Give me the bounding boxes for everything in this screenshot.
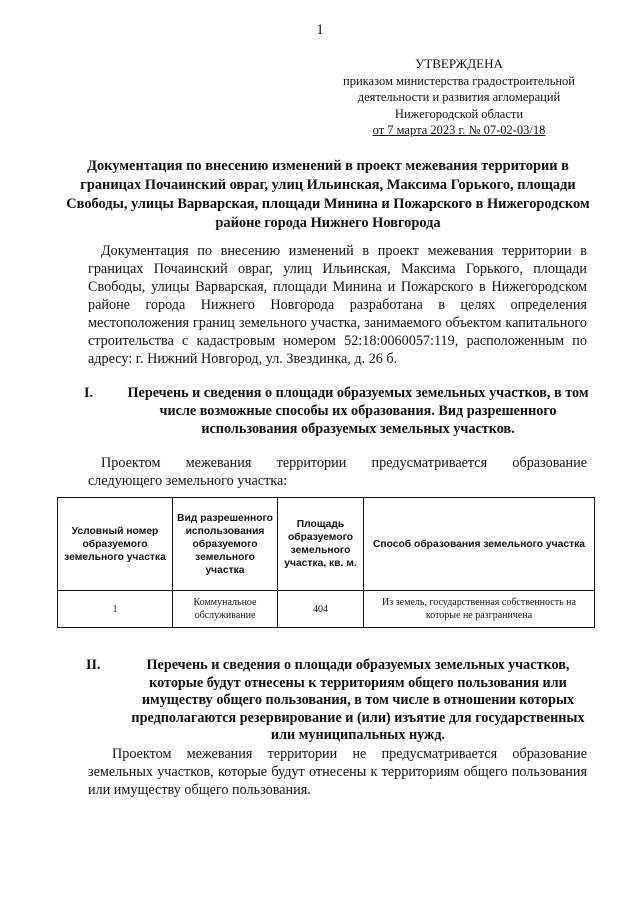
section-1-number: I.: [84, 385, 94, 401]
approval-heading: УТВЕРЖДЕНА: [415, 56, 503, 71]
table-header-row: [58, 498, 595, 591]
section-1-heading: [84, 384, 590, 438]
approval-line-3: Нижегородской области: [394, 106, 524, 121]
approval-line-2: деятельности и развития агломераций: [357, 90, 561, 104]
land-plot-table: [57, 497, 595, 628]
col-header-number: Условный номер образуемого земельного участка: [58, 498, 173, 591]
table-row: [58, 591, 595, 628]
section-1-paragraph-line-1: Проектом межевания территории предусматривается образование: [101, 455, 587, 471]
cell-area: 404: [278, 591, 364, 628]
col-header-method: Способ образования земельного участка: [364, 498, 595, 591]
section-2-number: II.: [86, 657, 101, 673]
cell-number: 1: [58, 591, 173, 628]
page-number: 1: [316, 22, 324, 38]
section-2-title: Перечень и сведения о площади образуемых земельных участков, которые будут отнесены к территориям общего пользования или имуществу общего пользования, в том числе в отношении которых предполагаются резервирование и (или) изъятие для государственных или муниципальных нужд.: [131, 657, 585, 743]
cell-method: Из земель, государственная собственность на которые не разграничена: [364, 591, 595, 628]
section-1-title: Перечень и сведения о площади образуемых земельных участков, в том числе возможные способы их образования. Вид разрешенного использования образуемых земельных участков.: [127, 385, 589, 437]
approval-stamp: [320, 56, 598, 139]
col-header-area: Площадь образуемого земельного участка, кв. м.: [278, 498, 364, 591]
cell-use: Коммунальное обслуживание: [173, 591, 278, 628]
approval-line-1: приказом министерства градостроительной: [343, 73, 575, 88]
approval-date: от 7 марта 2023 г. № 07-02-03/18: [372, 123, 546, 137]
section-1-paragraph: [88, 454, 587, 490]
col-header-use: Вид разрешенного использования образуемого земельного участка: [173, 498, 278, 591]
intro-paragraph: Документация по внесению изменений в проект межевания территории в границах Почаинский овраг, улиц Ильинская, Максима Горького, площади Свободы, улицы Варварская, площади Минина и Пожарского в Нижегородском районе города Нижнего Новгорода разработана в целях определения местоположения границ земельного участка, занимаемого объектом капитального строительства с кадастровым номером 52:18:0060057:119, расположенным по адресу: г. Нижний Новгород, ул. Звездинка, д. 26 б.: [88, 243, 587, 367]
section-1-paragraph-line-2: следующего земельного участка:: [88, 473, 288, 489]
document-title: Документация по внесению изменений в проект межевания территории в границах Почаинский овраг, улиц Ильинская, Максима Горького, площади Свободы, улицы Варварская, площади Минина и Пожарского в Нижегородском районе города Нижнего Новгорода: [66, 158, 590, 231]
section-2-heading: [86, 657, 592, 745]
section-2-paragraph: Проектом межевания территории не предусматривается образование земельных участков, которые будут отнесены к территориям общего пользования или имуществу общего пользования.: [88, 746, 587, 798]
